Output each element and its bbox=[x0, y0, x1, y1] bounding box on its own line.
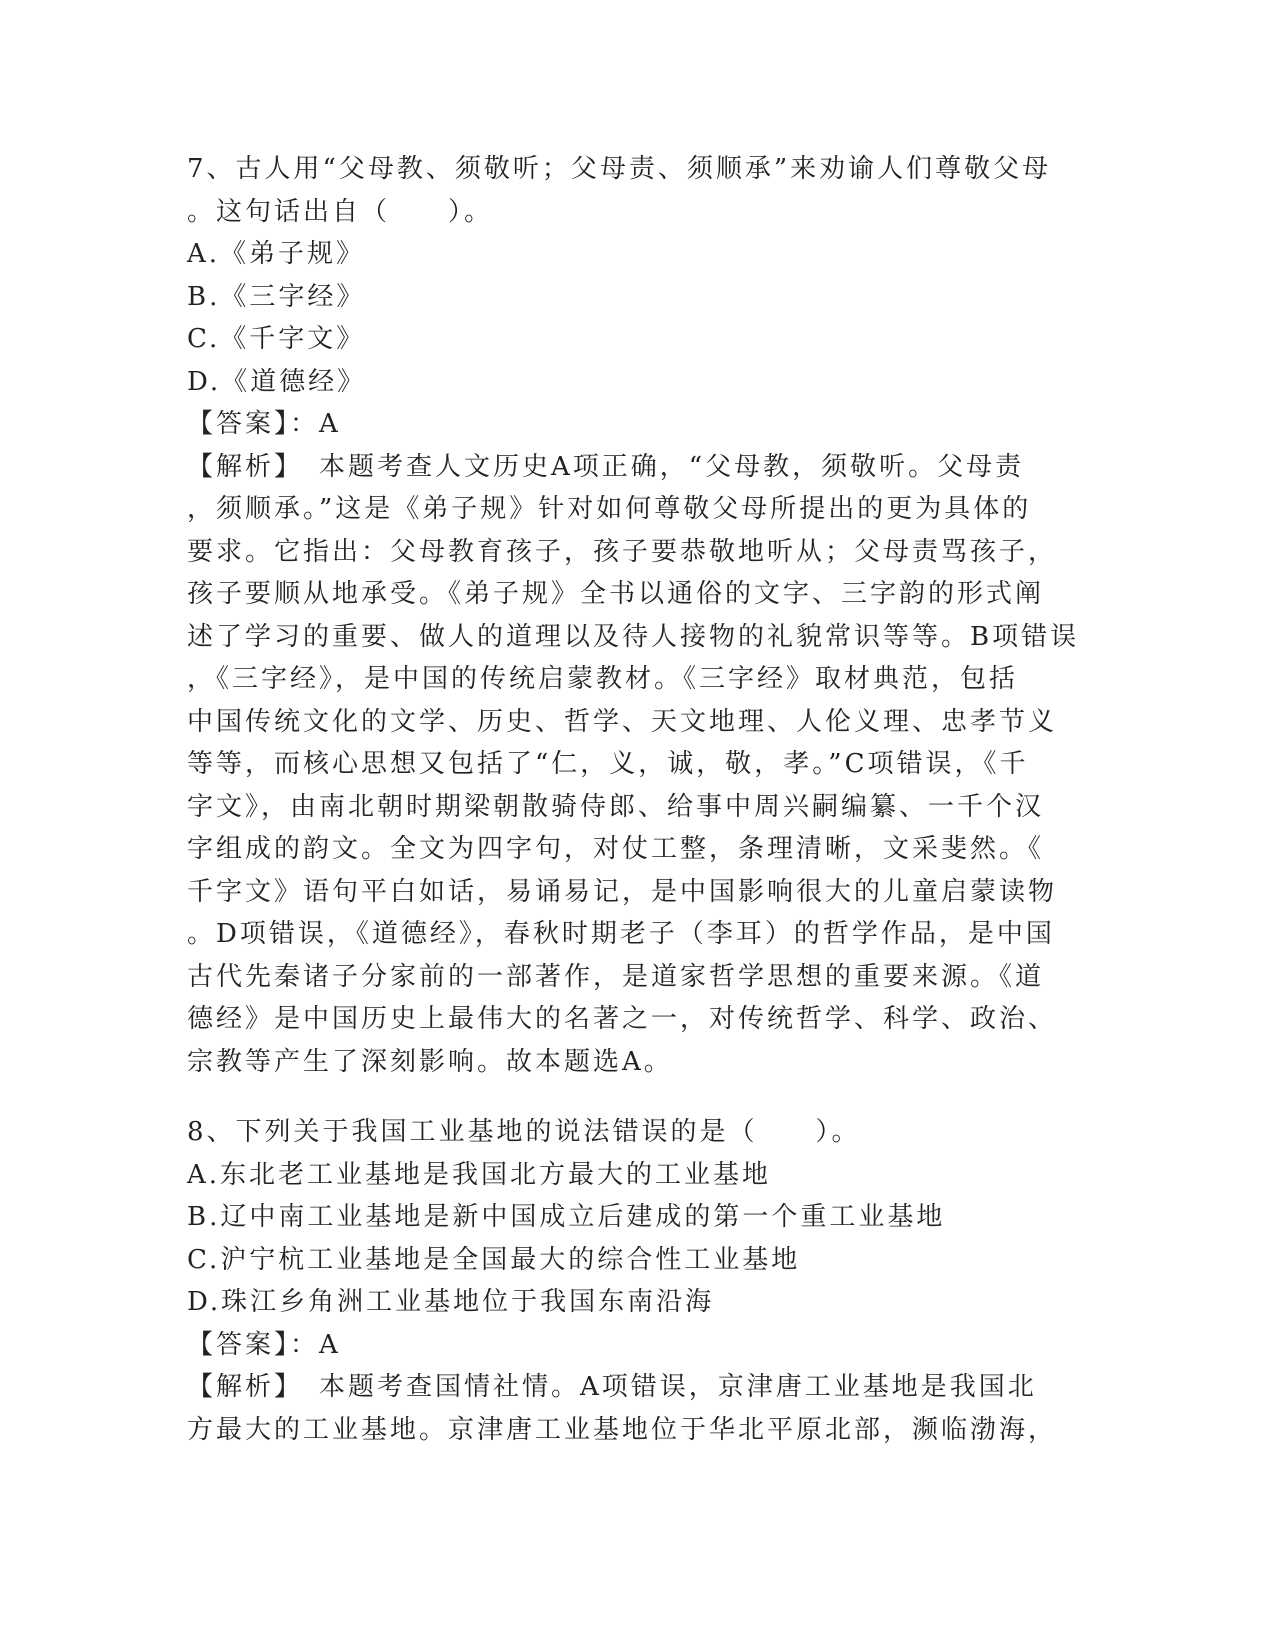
question-7-answer: 【答案】：A bbox=[187, 409, 341, 439]
question-7-analysis-line: 古代先秦诸子分家前的一部著作，是道家哲学思想的重要来源。《道 bbox=[187, 961, 1045, 992]
question-7-stem-line-1: 7、古人用“父母教、须敬听；父母责、须顺承”来劝谕人们尊敬父母 bbox=[187, 154, 1052, 184]
question-8-stem-line-1: 8、下列关于我国工业基地的说法错误的是（ ）。 bbox=[187, 1117, 861, 1147]
question-8-option-a: A.东北老工业基地是我国北方最大的工业基地 bbox=[187, 1159, 772, 1190]
question-7-stem-line-2: 。这句话出自（ ）。 bbox=[187, 196, 494, 227]
question-7-analysis-line: 【解析】 本题考查人文历史A项正确，“父母教，须敬听。父母责 bbox=[187, 451, 1025, 482]
question-7-analysis-line: 中国传统文化的文学、历史、哲学、天文地理、人伦义理、忠孝节义 bbox=[187, 706, 1058, 737]
question-7-option-a: A.《弟子规》 bbox=[187, 239, 366, 269]
question-8-answer: 【答案】：A bbox=[187, 1329, 341, 1360]
question-7-analysis-line: 字组成的韵文。全文为四字句，对仗工整，条理清晰，文采斐然。《 bbox=[187, 834, 1045, 864]
question-8-option-b: B.辽中南工业基地是新中国成立后建成的第一个重工业基地 bbox=[187, 1202, 946, 1232]
question-8-analysis-line: 【解析】 本题考查国情社情。A项错误，京津唐工业基地是我国北 bbox=[187, 1372, 1037, 1402]
question-7-analysis-line: 字文》，由南北朝时期梁朝散骑侍郎、给事中周兴嗣编纂、一千个汉 bbox=[187, 791, 1045, 822]
question-gap bbox=[187, 1083, 1087, 1111]
question-7-option-b: B.《三字经》 bbox=[187, 281, 366, 312]
document-content bbox=[187, 148, 1087, 1451]
question-7 bbox=[187, 148, 1087, 1083]
question-7-option-c: C.《千字文》 bbox=[187, 324, 366, 354]
question-7-analysis-line: 千字文》语句平白如话，易诵易记，是中国影响很大的儿童启蒙读物 bbox=[187, 876, 1058, 907]
question-7-analysis-line: 要求。它指出：父母教育孩子，孩子要恭敬地听从；父母责骂孩子， bbox=[187, 536, 1058, 567]
question-7-analysis-line: 。D项错误，《道德经》，春秋时期老子（李耳）的哲学作品，是中国 bbox=[187, 919, 1055, 949]
question-8-analysis-line: 方最大的工业基地。京津唐工业基地位于华北平原北部，濒临渤海， bbox=[187, 1414, 1058, 1445]
question-7-analysis-line: 孩子要顺从地承受。《弟子规》全书以通俗的文字、三字韵的形式阐 bbox=[187, 579, 1045, 609]
question-7-analysis-line: ，须顺承。”这是《弟子规》针对如何尊敬父母所提出的更为具体的 bbox=[187, 494, 1032, 524]
question-8-option-c: C.沪宁杭工业基地是全国最大的综合性工业基地 bbox=[187, 1244, 801, 1275]
question-7-analysis-line: 德经》是中国历史上最伟大的名著之一，对传统哲学、科学、政治、 bbox=[187, 1004, 1058, 1034]
question-7-analysis-line: 宗教等产生了深刻影响。故本题选A。 bbox=[187, 1046, 673, 1077]
question-7-analysis-line: 述了学习的重要、做人的道理以及待人接物的礼貌常识等等。B项错误 bbox=[187, 621, 1080, 652]
question-7-option-d: D.《道德经》 bbox=[187, 366, 367, 397]
question-8-option-d: D.珠江乡角洲工业基地位于我国东南沿海 bbox=[187, 1287, 715, 1317]
question-7-analysis-line: 等等，而核心思想又包括了“仁，义，诚，敬，孝。”C项错误，《千 bbox=[187, 749, 1029, 779]
question-7-analysis-line: ，《三字经》，是中国的传统启蒙教材。《三字经》取材典范，包括 bbox=[187, 664, 1019, 694]
question-8 bbox=[187, 1111, 1087, 1451]
